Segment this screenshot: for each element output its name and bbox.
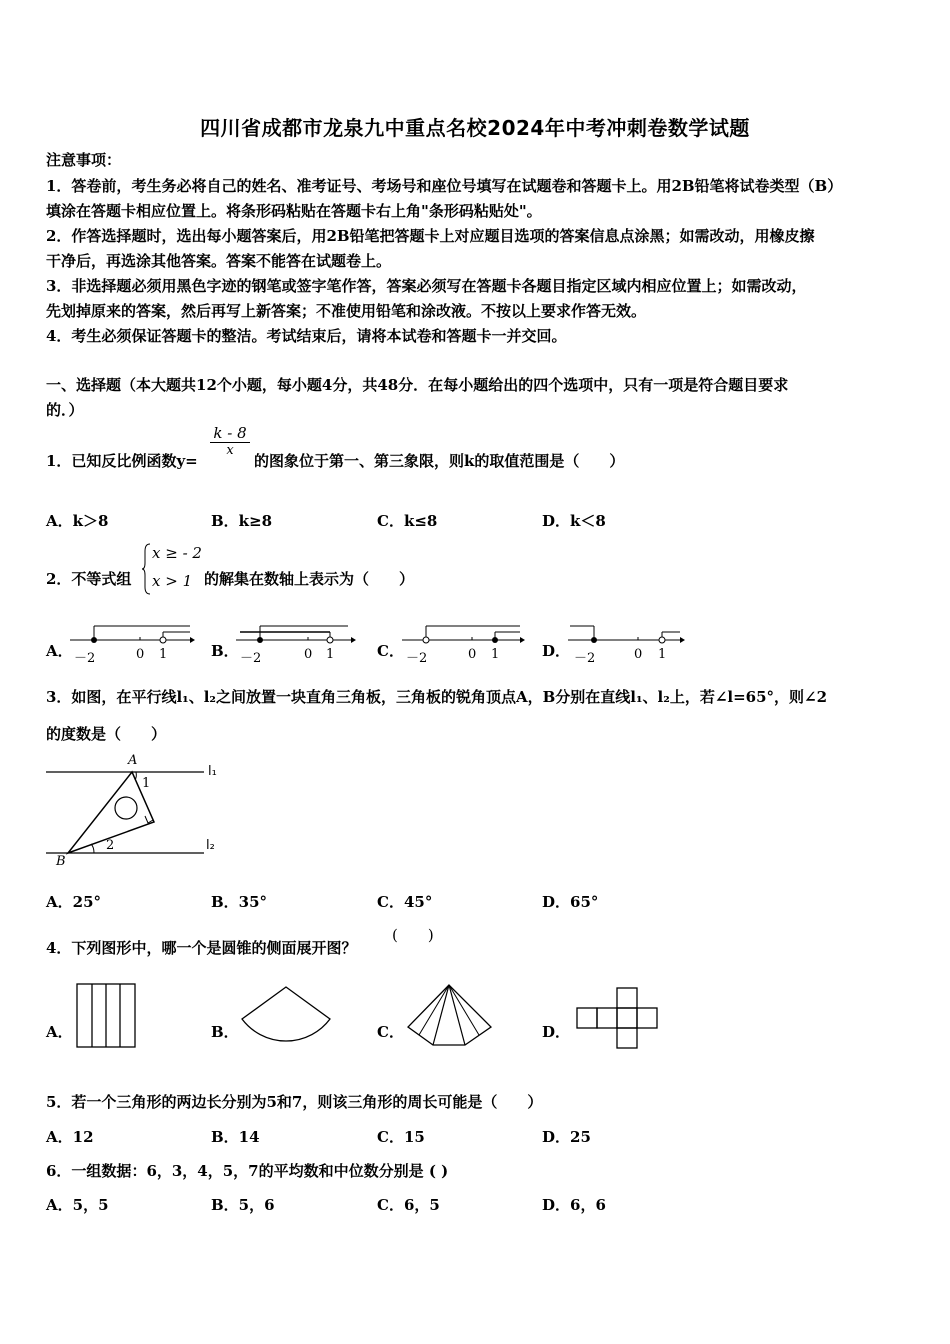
q2-option-c[interactable]: C． bbox=[377, 642, 404, 660]
q2-numberline-b bbox=[236, 620, 361, 665]
tick-label: 1 bbox=[159, 647, 168, 662]
section-heading-cont: 的．） bbox=[46, 401, 84, 419]
q1-numerator: k - 8 bbox=[213, 424, 247, 442]
tick-label: －2 bbox=[406, 651, 428, 666]
q4-option-a[interactable]: A． bbox=[46, 1023, 73, 1041]
q2-suffix: 的解集在数轴上表示为（ ） bbox=[204, 570, 415, 588]
q2-ineq-2: x > 1 bbox=[152, 572, 193, 590]
q4-option-b[interactable]: B． bbox=[211, 1023, 239, 1041]
q4-figure-c-pyramid-net bbox=[405, 983, 495, 1049]
notice-line: 2．作答选择题时，选出每小题答案后，用2B铅笔把答题卡上对应题目选项的答案信息点涂黑；如需改动，用橡皮擦 bbox=[46, 227, 815, 245]
notice-line: 先划掉原来的答案，然后再写上新答案；不准使用铅笔和涂改液。不按以上要求作答无效。 bbox=[46, 302, 647, 320]
q2-prefix: 2．不等式组 bbox=[46, 570, 132, 588]
tick-label: 1 bbox=[326, 647, 335, 662]
notice-line: 3．非选择题必须用黑色字迹的钢笔或签字笔作答，答案必须写在答题卡各题目指定区域内相应位置上；如需改动， bbox=[46, 277, 807, 295]
q3-option-c[interactable]: C．45° bbox=[377, 893, 433, 911]
q6-text: 6．一组数据：6，3，4，5，7的平均数和中位数分别是 ( ) bbox=[46, 1162, 449, 1180]
q3-line-2: 的度数是（ ） bbox=[46, 725, 167, 743]
notice-heading: 注意事项： bbox=[46, 151, 122, 169]
q4-option-d[interactable]: D． bbox=[542, 1023, 571, 1041]
label-a: A bbox=[128, 753, 138, 768]
q3-option-b[interactable]: B．35° bbox=[211, 893, 268, 911]
q5-option-b[interactable]: B．14 bbox=[211, 1128, 260, 1146]
tick-label: －2 bbox=[74, 651, 96, 666]
section-heading: 一、选择题（本大题共12个小题，每小题4分，共48分．在每小题给出的四个选项中，只有一项是符合题目要求 bbox=[46, 376, 789, 394]
q3-option-d[interactable]: D．65° bbox=[542, 893, 599, 911]
q3-line-1: 3．如图，在平行线l₁、l₂之间放置一块直角三角板，三角板的锐角顶点A，B分别在直线l₁、l₂上，若∠l=65°，则∠2 bbox=[46, 688, 828, 706]
q1-denominator: x bbox=[226, 443, 234, 458]
q5-option-c[interactable]: C．15 bbox=[377, 1128, 425, 1146]
tick-label: 0 bbox=[634, 647, 643, 662]
brace-icon bbox=[142, 543, 152, 595]
label-l1: l₁ bbox=[208, 764, 217, 779]
tick-label: 0 bbox=[304, 647, 313, 662]
q4-option-c[interactable]: C． bbox=[377, 1023, 404, 1041]
q2-numberline-d bbox=[568, 620, 693, 665]
notice-line: 1．答卷前，考生务必将自己的姓名、准考证号、考场号和座位号填写在试题卷和答题卡上。用2B铅笔将试卷类型（B） bbox=[46, 177, 843, 195]
q2-ineq-1: x ≥ - 2 bbox=[152, 544, 202, 562]
q1-suffix: 的图象位于第一、第三象限，则k的取值范围是（ ） bbox=[254, 452, 625, 470]
q4-figure-d-cube-net bbox=[576, 987, 660, 1049]
page-title: 四川省成都市龙泉九中重点名校2024年中考冲刺卷数学试题 bbox=[200, 116, 750, 140]
q2-numberline-a bbox=[70, 620, 195, 665]
tick-label: －2 bbox=[240, 651, 262, 666]
label-angle-2: 2 bbox=[106, 838, 115, 853]
q2-numberline-c bbox=[402, 620, 527, 665]
notice-line: 填涂在答题卡相应位置上。将条形码粘贴在答题卡右上角"条形码粘贴处"。 bbox=[46, 202, 542, 220]
q5-text: 5．若一个三角形的两边长分别为5和7，则该三角形的周长可能是（ ） bbox=[46, 1093, 543, 1111]
q5-option-d[interactable]: D．25 bbox=[542, 1128, 591, 1146]
tick-label: －2 bbox=[574, 651, 596, 666]
q4-paren: ( ) bbox=[392, 926, 434, 944]
q6-option-b[interactable]: B．5，6 bbox=[211, 1196, 275, 1214]
q2-option-b[interactable]: B． bbox=[211, 642, 239, 660]
q2-option-d[interactable]: D． bbox=[542, 642, 571, 660]
q4-text: 4．下列图形中，哪一个是圆锥的侧面展开图？ bbox=[46, 939, 357, 957]
label-b: B bbox=[56, 854, 66, 869]
q1-option-b[interactable]: B．k≥8 bbox=[211, 512, 273, 530]
q5-option-a[interactable]: A．12 bbox=[46, 1128, 94, 1146]
q2-option-a[interactable]: A． bbox=[46, 642, 73, 660]
tick-label: 1 bbox=[658, 647, 667, 662]
q4-figure-a-cylinder-net bbox=[76, 983, 138, 1049]
label-angle-1: 1 bbox=[142, 776, 151, 791]
q6-option-d[interactable]: D．6，6 bbox=[542, 1196, 606, 1214]
label-l2: l₂ bbox=[206, 838, 215, 853]
q3-option-a[interactable]: A．25° bbox=[46, 893, 102, 911]
q1-option-d[interactable]: D．k＜8 bbox=[542, 512, 606, 530]
q3-figure bbox=[44, 752, 234, 872]
q1-option-c[interactable]: C．k≤8 bbox=[377, 512, 438, 530]
q1-option-a[interactable]: A．k＞8 bbox=[46, 512, 109, 530]
notice-line: 干净后，再选涂其他答案。答案不能答在试题卷上。 bbox=[46, 252, 392, 270]
q6-option-c[interactable]: C．6，5 bbox=[377, 1196, 440, 1214]
q1-prefix: 1．已知反比例函数y= bbox=[46, 452, 198, 470]
tick-label: 1 bbox=[491, 647, 500, 662]
tick-label: 0 bbox=[136, 647, 145, 662]
tick-label: 0 bbox=[468, 647, 477, 662]
q1-fraction bbox=[210, 424, 250, 458]
notice-line: 4．考生必须保证答题卡的整洁。考试结束后，请将本试卷和答题卡一并交回。 bbox=[46, 327, 567, 345]
q6-option-a[interactable]: A．5，5 bbox=[46, 1196, 109, 1214]
q4-figure-b-sector bbox=[240, 985, 332, 1045]
